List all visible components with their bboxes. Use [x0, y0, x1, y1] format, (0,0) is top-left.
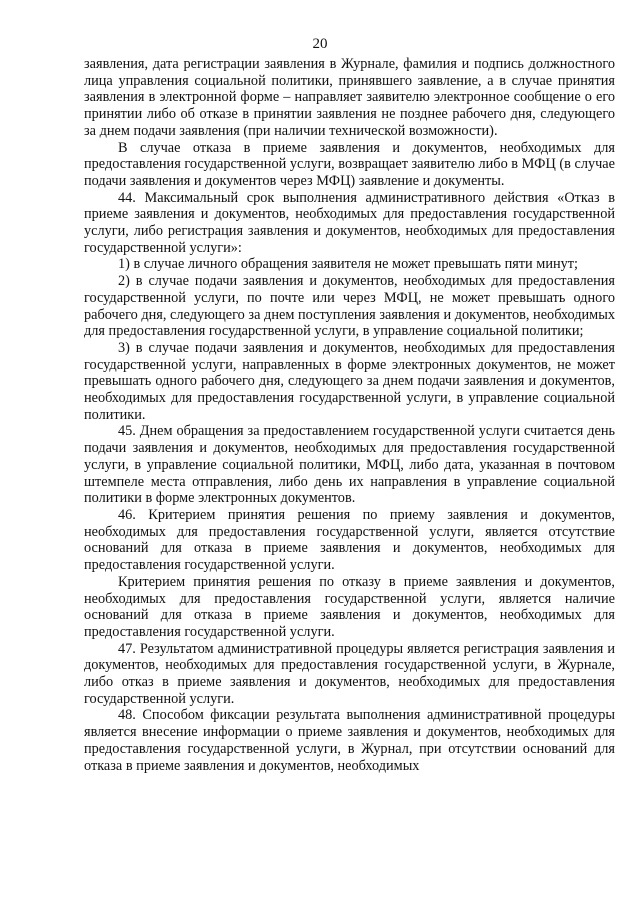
- paragraph-44-item-2: 2) в случае подачи заявления и документов, необходимых для предоставления государственной услуги, по почте или через МФЦ, не может превышать одного рабочего дня, следующего за днем поступления заявления и документов, необходимых для предоставления государственной услуги, в управление социальной политики;: [84, 273, 615, 340]
- paragraph-44-item-1: 1) в случае личного обращения заявителя не может превышать пяти минут;: [118, 256, 578, 273]
- paragraph-48: 48. Способом фиксации результата выполнения административной процедуры является внесение информации о приеме заявления и документов, необходимых для предоставления государственной услуги, в Журнал, при отсутствии оснований для отказа в приеме заявления и документов, необходимых: [84, 707, 615, 774]
- page-number: 20: [312, 36, 328, 52]
- paragraph-refusal-return: В случае отказа в приеме заявления и документов, необходимых для предоставления государственной услуги, возвращает заявителю либо в МФЦ (в случае подачи заявления и документов через МФЦ) заявление и документы.: [84, 139, 615, 189]
- paragraph-44: 44. Максимальный срок выполнения административного действия «Отказ в приеме заявления и документов, необходимых для предоставления государственной услуги, либо регистрация заявления и документов, необходимых для предоставления государственной услуги»:: [84, 189, 615, 256]
- paragraph-45: 45. Днем обращения за предоставлением государственной услуги считается день подачи заявления и документов, необходимых для предоставления государственной услуги, в управление социальной политики, МФЦ, либо дата, указанная в почтовом штемпеле места отправления, либо день их направления в управление социальной политики в форме электронных документов.: [84, 423, 615, 507]
- paragraph-continuation: заявления, дата регистрации заявления в Журнале, фамилия и подпись должностного лица управления социальной политики, принявшего заявление, а в случае принятия заявления в электронной форме – направляет заявителю электронное сообщение о его принятии либо об отказе в принятии заявления не позднее рабочего дня, следующего за днем подачи заявления (при наличии технической возможности).: [84, 56, 615, 139]
- paragraph-47: 47. Результатом административной процедуры является регистрация заявления и документов, необходимых для предоставления государственной услуги, в Журнале, либо отказ в приеме заявления и документов, необходимых для предоставления государственной услуги.: [84, 640, 615, 707]
- document-body: [84, 56, 615, 774]
- paragraph-46-refusal-criterion: Критерием принятия решения по отказу в приеме заявления и документов, необходимых для предоставления государственной услуги, является наличие оснований для отказа в приеме заявления и документов, необходимых для предоставления государственной услуги.: [84, 573, 615, 640]
- paragraph-44-item-3: 3) в случае подачи заявления и документов, необходимых для предоставления государственной услуги, направленных в форме электронных документов, не может превышать одного рабочего дня, следующего за днем подачи заявления и документов, необходимых для предоставления государственной услуги, в управление социальной политики.: [84, 339, 615, 423]
- paragraph-46: 46. Критерием принятия решения по приему заявления и документов, необходимых для предоставления государственной услуги, является отсутствие оснований для отказа в приеме заявления и документов, необходимых для предоставления государственной услуги.: [84, 506, 615, 574]
